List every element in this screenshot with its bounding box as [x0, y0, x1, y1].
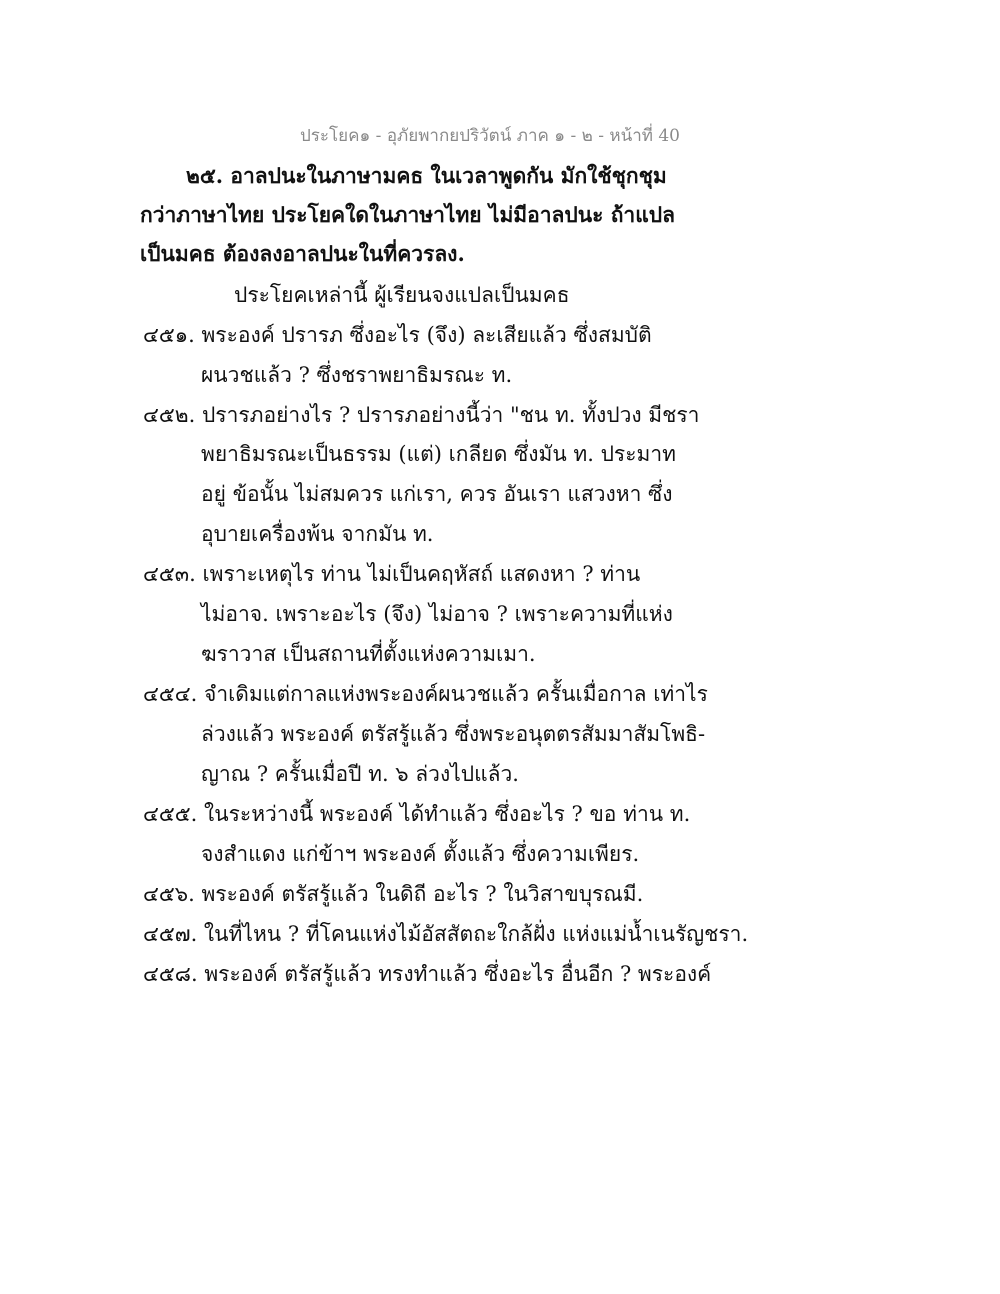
exercise-454-line-1: ๔๕๔. จำเดิมแต่กาลแห่งพระองค์ผนวชแล้ว ครั้นเมื่อกาล เท่าไร [143, 682, 708, 706]
exercise-452-line-2: พยาธิมรณะเป็นธรรม (แต่) เกลียด ซึ่งมัน ท. ประมาท [201, 442, 676, 466]
exercise-452-line-3: อยู่ ข้อนั้น ไม่สมควร แก่เรา, ควร อันเรา แสวงหา ซึ่ง [201, 482, 673, 506]
exercise-451-line-1: ๔๕๑. พระองค์ ปรารภ ซึ่งอะไร (จึง) ละเสียแล้ว ซึ่งสมบัติ [143, 323, 652, 347]
exercise-454-line-2: ล่วงแล้ว พระองค์ ตรัสรู้แล้ว ซึ่งพระอนุตตรสัมมาสัมโพธิ- [201, 722, 706, 746]
exercise-453-line-3: ฆราวาส เป็นสถานที่ตั้งแห่งความเมา. [201, 642, 536, 666]
rule-25-line-1: ๒๕. อาลปนะในภาษามคธ ในเวลาพูดกัน มักใช้ชุกชุม [186, 163, 667, 188]
exercise-453-line-1: ๔๕๓. เพราะเหตุไร ท่าน ไม่เป็นคฤหัสถ์ แสดงหา ? ท่าน [143, 562, 641, 586]
exercise-451-line-2: ผนวชแล้ว ? ซึ่งชราพยาธิมรณะ ท. [201, 363, 513, 387]
exercise-instruction: ประโยคเหล่านี้ ผู้เรียนจงแปลเป็นมคธ [234, 283, 570, 307]
rule-25-line-3: เป็นมคธ ต้องลงอาลปนะในที่ควรลง. [140, 241, 465, 266]
exercise-452-line-4: อุบายเครื่องพ้น จากมัน ท. [201, 522, 434, 546]
exercise-456-line-1: ๔๕๖. พระองค์ ตรัสรู้แล้ว ในดิถี อะไร ? ในวิสาขบุรณมี. [143, 882, 644, 906]
exercise-453-line-2: ไม่อาจ. เพราะอะไร (จึง) ไม่อาจ ? เพราะความที่แห่ง [201, 602, 673, 626]
exercise-458-line-1: ๔๕๘. พระองค์ ตรัสรู้แล้ว ทรงทำแล้ว ซึ่งอะไร อื่นอีก ? พระองค์ [143, 962, 712, 986]
running-header: ประโยค๑ - อุภัยพากยปริวัตน์ ภาค ๑ - ๒ - หน้าที่ 40 [299, 126, 680, 146]
exercise-455-line-1: ๔๕๕. ในระหว่างนี้ พระองค์ ได้ทำแล้ว ซึ่งอะไร ? ขอ ท่าน ท. [143, 802, 691, 826]
exercise-454-line-3: ญาณ ? ครั้นเมื่อปี ท. ๖ ล่วงไปแล้ว. [201, 762, 519, 786]
exercise-452-line-1: ๔๕๒. ปรารภอย่างไร ? ปรารภอย่างนี้ว่า "ชน ท. ทั้งปวง มีชรา [143, 403, 700, 427]
exercise-455-line-2: จงสำแดง แก่ข้าฯ พระองค์ ตั้งแล้ว ซึ่งความเพียร. [201, 842, 640, 866]
rule-25-line-2: กว่าภาษาไทย ประโยคใดในภาษาไทย ไม่มีอาลปนะ ถ้าแปล [140, 202, 675, 227]
exercise-457-line-1: ๔๕๗. ในที่ไหน ? ที่โคนแห่งไม้อัสสัตถะใกล้ฝั่ง แห่งแม่น้ำเนรัญชรา. [143, 922, 749, 946]
